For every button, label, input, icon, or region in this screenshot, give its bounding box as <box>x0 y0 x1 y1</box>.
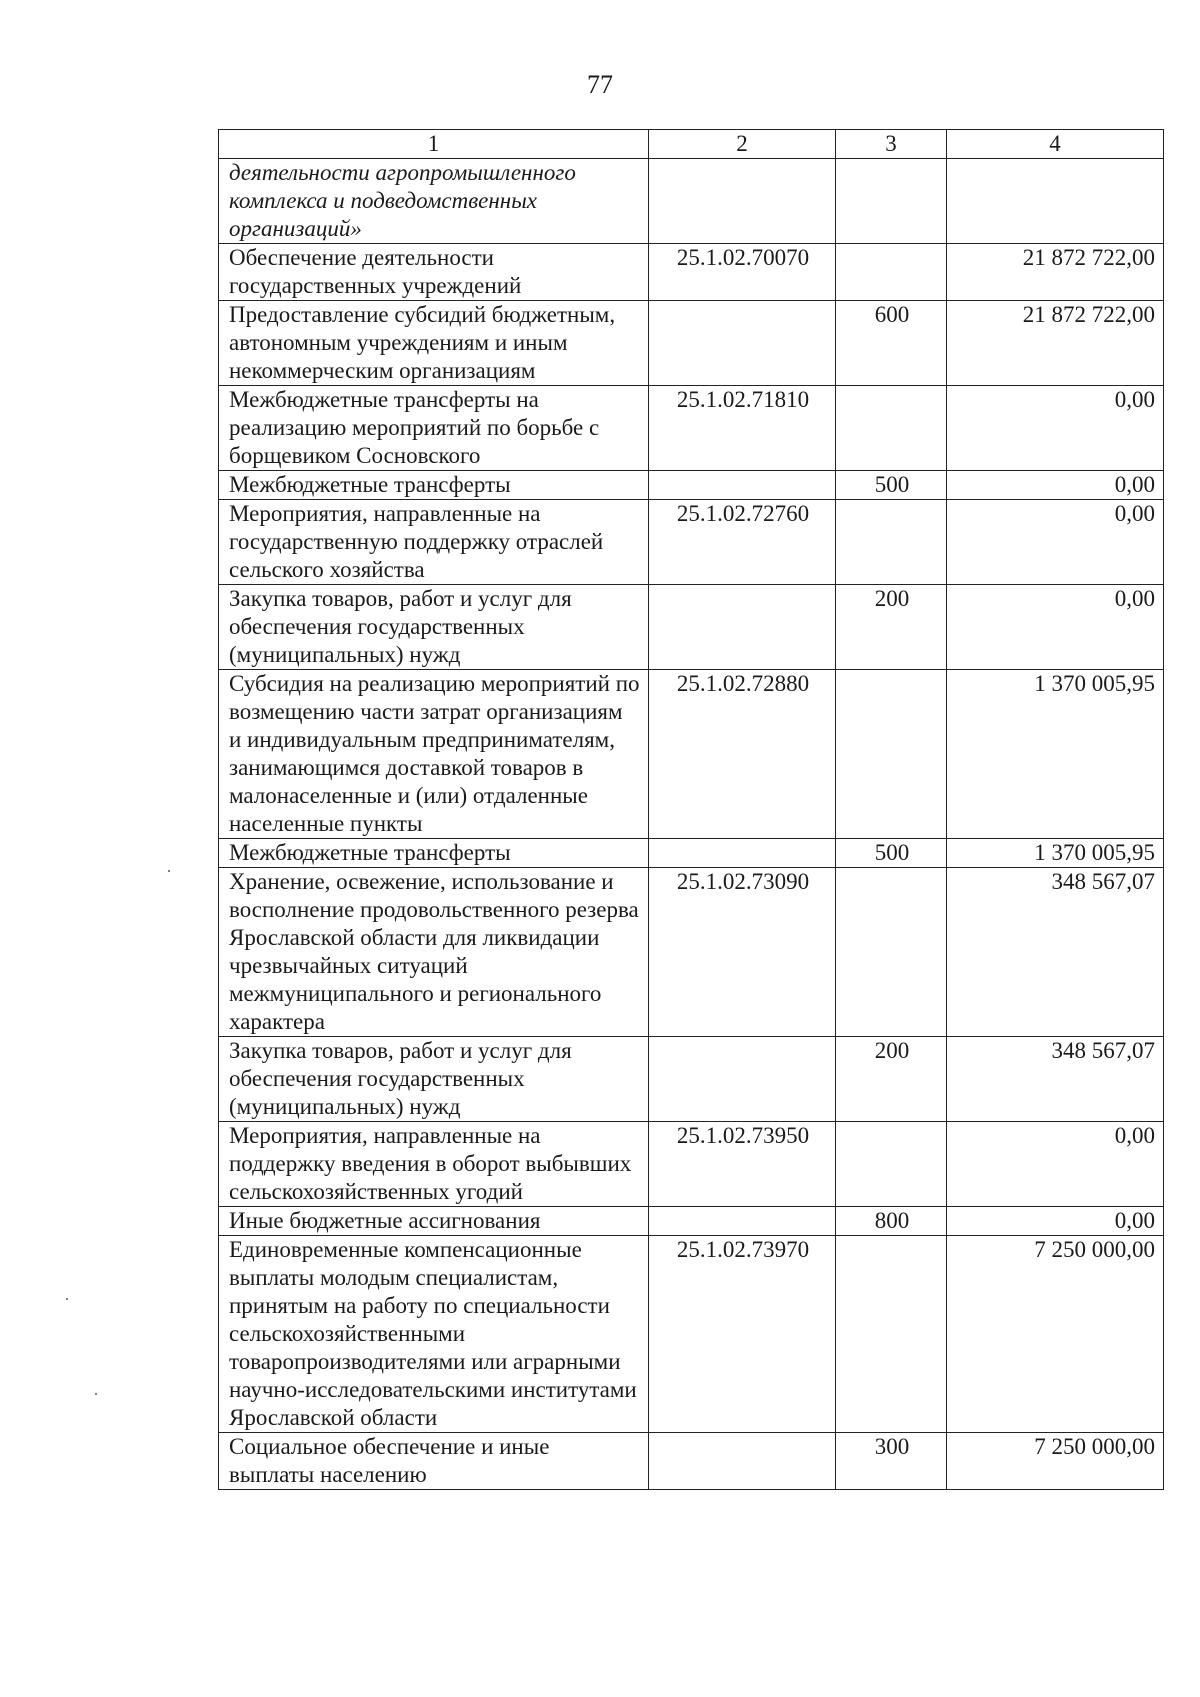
column-header-4: 4 <box>947 130 1164 159</box>
row-amount: 0,00 <box>947 585 1164 670</box>
row-code <box>649 585 836 670</box>
table-row <box>219 1122 1164 1207</box>
row-expense-type <box>836 670 947 839</box>
row-amount: 0,00 <box>947 386 1164 471</box>
table-row <box>219 868 1164 1037</box>
table-row <box>219 670 1164 839</box>
row-name: Предоставление субсидий бюджетным, автономным учреждениям и иным некоммерческим организациям <box>219 301 649 386</box>
table-row <box>219 1037 1164 1122</box>
row-expense-type: 500 <box>836 839 947 868</box>
header-row <box>219 130 1164 159</box>
row-code <box>649 159 836 244</box>
row-expense-type <box>836 500 947 585</box>
row-amount: 21 872 722,00 <box>947 244 1164 301</box>
row-code <box>649 471 836 500</box>
row-code: 25.1.02.72760 <box>649 500 836 585</box>
row-amount: 348 567,07 <box>947 868 1164 1037</box>
table-row <box>219 1433 1164 1490</box>
row-name: Социальное обеспечение и иные выплаты населению <box>219 1433 649 1490</box>
row-amount: 1 370 005,95 <box>947 839 1164 868</box>
table-row <box>219 244 1164 301</box>
column-header-2: 2 <box>649 130 836 159</box>
row-name: Межбюджетные трансферты на реализацию мероприятий по борьбе с борщевиком Сосновского <box>219 386 649 471</box>
row-amount: 348 567,07 <box>947 1037 1164 1122</box>
table-row <box>219 386 1164 471</box>
row-expense-type: 600 <box>836 301 947 386</box>
row-code <box>649 1433 836 1490</box>
row-code <box>649 1207 836 1236</box>
row-name: Закупка товаров, работ и услуг для обеспечения государственных (муниципальных) нужд <box>219 585 649 670</box>
row-amount: 0,00 <box>947 500 1164 585</box>
column-header-3: 3 <box>836 130 947 159</box>
table-row <box>219 159 1164 244</box>
row-name: Хранение, освежение, использование и восполнение продовольственного резерва Ярославской области для ликвидации чрезвычайных ситуаций межмуниципального и регионального характера <box>219 868 649 1037</box>
row-expense-type: 200 <box>836 585 947 670</box>
scan-speck <box>66 1298 68 1300</box>
row-expense-type <box>836 1236 947 1433</box>
row-name: Иные бюджетные ассигнования <box>219 1207 649 1236</box>
table-row <box>219 471 1164 500</box>
table-row <box>219 301 1164 386</box>
scan-speck <box>95 1393 97 1395</box>
row-name: Обеспечение деятельности государственных учреждений <box>219 244 649 301</box>
row-amount: 7 250 000,00 <box>947 1236 1164 1433</box>
row-name: деятельности агропромышленного комплекса и подведомственных организаций» <box>219 159 649 244</box>
row-code: 25.1.02.73090 <box>649 868 836 1037</box>
row-expense-type <box>836 386 947 471</box>
row-code: 25.1.02.70070 <box>649 244 836 301</box>
row-code: 25.1.02.73950 <box>649 1122 836 1207</box>
row-code <box>649 839 836 868</box>
row-code <box>649 1037 836 1122</box>
table-row <box>219 1236 1164 1433</box>
row-amount: 21 872 722,00 <box>947 301 1164 386</box>
row-name: Закупка товаров, работ и услуг для обеспечения государственных (муниципальных) нужд <box>219 1037 649 1122</box>
row-expense-type: 800 <box>836 1207 947 1236</box>
row-expense-type: 500 <box>836 471 947 500</box>
row-expense-type <box>836 868 947 1037</box>
row-expense-type <box>836 1122 947 1207</box>
column-header-1: 1 <box>219 130 649 159</box>
row-code: 25.1.02.72880 <box>649 670 836 839</box>
table-body <box>219 159 1164 1490</box>
row-name: Межбюджетные трансферты <box>219 471 649 500</box>
table-row <box>219 839 1164 868</box>
table-row <box>219 1207 1164 1236</box>
row-name: Межбюджетные трансферты <box>219 839 649 868</box>
row-amount: 1 370 005,95 <box>947 670 1164 839</box>
row-code: 25.1.02.71810 <box>649 386 836 471</box>
row-expense-type <box>836 159 947 244</box>
scan-speck <box>168 870 170 872</box>
row-amount: 0,00 <box>947 471 1164 500</box>
budget-table <box>218 129 1164 1490</box>
row-name: Мероприятия, направленные на поддержку введения в оборот выбывших сельскохозяйственных угодий <box>219 1122 649 1207</box>
row-code: 25.1.02.73970 <box>649 1236 836 1433</box>
row-name: Единовременные компенсационные выплаты молодым специалистам, принятым на работу по специальности сельскохозяйственными товаропроизводителями или аграрными научно-исследовательскими институтами Ярославской области <box>219 1236 649 1433</box>
row-name: Мероприятия, направленные на государственную поддержку отраслей сельского хозяйства <box>219 500 649 585</box>
row-expense-type: 300 <box>836 1433 947 1490</box>
row-amount: 7 250 000,00 <box>947 1433 1164 1490</box>
row-expense-type <box>836 244 947 301</box>
table-row <box>219 500 1164 585</box>
row-amount <box>947 159 1164 244</box>
row-amount: 0,00 <box>947 1122 1164 1207</box>
page-number: 77 <box>587 70 613 99</box>
row-amount: 0,00 <box>947 1207 1164 1236</box>
table-row <box>219 585 1164 670</box>
row-name: Субсидия на реализацию мероприятий по возмещению части затрат организациям и индивидуальным предпринимателям, занимающимся доставкой товаров в малонаселенные и (или) отдаленные населенные пункты <box>219 670 649 839</box>
table-header <box>219 130 1164 159</box>
row-expense-type: 200 <box>836 1037 947 1122</box>
row-code <box>649 301 836 386</box>
